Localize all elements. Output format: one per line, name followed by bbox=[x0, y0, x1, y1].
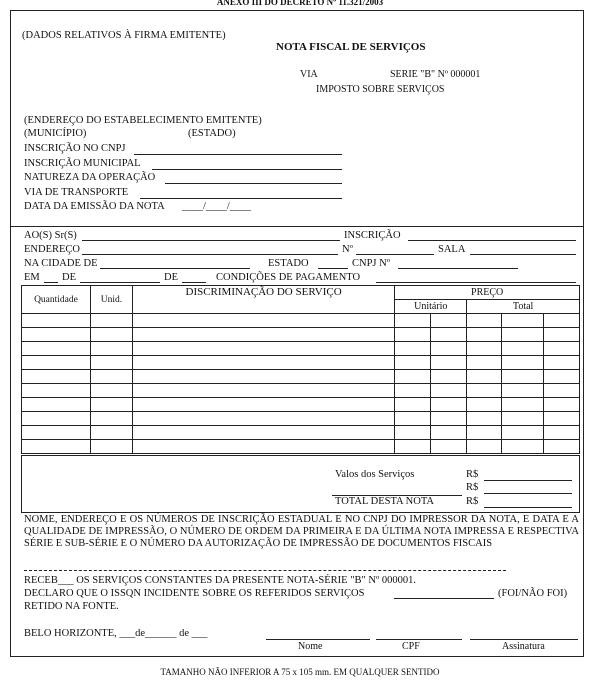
serie-label: SERIE "B" Nº 000001 bbox=[390, 69, 481, 80]
client-cnpj-field[interactable] bbox=[398, 268, 518, 269]
municipal-field[interactable] bbox=[152, 169, 342, 170]
client-city-field[interactable] bbox=[100, 268, 250, 269]
size-footer: TAMANHO NÃO INFERIOR A 75 x 105 mm. EM QUALQUER SENTIDO bbox=[160, 667, 440, 677]
decree-header: ANEXO III DO DECRETO Nº 11.321/2003 bbox=[216, 0, 384, 7]
foi-field[interactable] bbox=[394, 598, 494, 599]
col-total: Total bbox=[467, 300, 580, 314]
col-quantidade: Quantidade bbox=[22, 286, 91, 314]
city-date-line: BELO HORIZONTE, ___de______ de ___ bbox=[24, 628, 208, 639]
natureza-label: NATUREZA DA OPERAÇÃO bbox=[24, 172, 156, 183]
table-row[interactable] bbox=[22, 412, 580, 426]
client-address-label: ENDEREÇO bbox=[24, 244, 80, 255]
declaro-text: DECLARO QUE O ISSQN INCIDENTE SOBRE OS REFERIDOS SERVIÇOS bbox=[24, 588, 365, 599]
condicoes-label: CONDIÇÕES DE PAGAMENTO bbox=[216, 272, 361, 283]
issuer-city: (MUNICÍPIO) bbox=[24, 128, 87, 139]
col-discriminacao: DISCRIMINAÇÃO DO SERVIÇO bbox=[132, 286, 394, 314]
firm-data-label: (DADOS RELATIVOS À FIRMA EMITENTE) bbox=[22, 30, 226, 41]
client-inscricao-label: INSCRIÇÃO bbox=[344, 230, 401, 241]
transporte-label: VIA DE TRANSPORTE bbox=[24, 187, 129, 198]
client-number-field[interactable] bbox=[356, 254, 434, 255]
rs-label-1: R$ bbox=[466, 469, 479, 480]
table-row[interactable] bbox=[22, 370, 580, 384]
cnpj-label: INSCRIÇÃO NO CNPJ bbox=[24, 143, 126, 154]
client-room-field[interactable] bbox=[470, 254, 576, 255]
receipt-text: RECEB___ OS SERVIÇOS CONSTANTES DA PRESENTE NOTA-SÉRIE "B" Nº 000001. bbox=[24, 575, 417, 586]
cpf-signature-line[interactable] bbox=[376, 639, 462, 640]
issuer-address: (ENDEREÇO DO ESTABELECIMENTO EMITENTE) bbox=[24, 115, 262, 126]
rs-label-2: R$ bbox=[466, 482, 479, 493]
client-state-field[interactable] bbox=[318, 268, 348, 269]
assinatura-signature-line[interactable] bbox=[470, 639, 578, 640]
cnpj-field[interactable] bbox=[134, 154, 342, 155]
col-unid: Unid. bbox=[90, 286, 132, 314]
invoice-title: NOTA FISCAL DE SERVIÇOS bbox=[276, 41, 426, 53]
em-year-field[interactable] bbox=[182, 282, 206, 283]
client-state-label: ESTADO bbox=[268, 258, 309, 269]
dashed-divider bbox=[24, 570, 506, 571]
condicoes-field[interactable] bbox=[376, 282, 576, 283]
de1-label: DE bbox=[62, 272, 76, 283]
client-cnpj-label: CNPJ Nº bbox=[352, 258, 390, 269]
table-row[interactable] bbox=[22, 328, 580, 342]
via-label: VIA bbox=[300, 69, 318, 80]
client-number-label: Nº bbox=[342, 244, 353, 255]
section-divider bbox=[10, 226, 583, 227]
rs2-field[interactable] bbox=[484, 493, 572, 494]
cpf-label: CPF bbox=[402, 641, 420, 652]
totals-box bbox=[21, 455, 580, 513]
client-city-label: NA CIDADE DE bbox=[24, 258, 98, 269]
total-nota-field[interactable] bbox=[484, 507, 572, 508]
rs-label-3: R$ bbox=[466, 496, 479, 507]
em-label: EM bbox=[24, 272, 40, 283]
imposto-label: IMPOSTO SOBRE SERVIÇOS bbox=[316, 84, 445, 95]
retido-text: RETIDO NA FONTE. bbox=[24, 601, 119, 612]
table-row[interactable] bbox=[22, 398, 580, 412]
foi-label: (FOI/NÃO FOI) bbox=[498, 588, 568, 599]
table-header-row bbox=[22, 286, 580, 300]
em-day-field[interactable] bbox=[44, 282, 58, 283]
table-row[interactable] bbox=[22, 384, 580, 398]
table-row[interactable] bbox=[22, 342, 580, 356]
de2-label: DE bbox=[164, 272, 178, 283]
valor-servicos-field[interactable] bbox=[484, 480, 572, 481]
assinatura-label: Assinatura bbox=[502, 641, 545, 652]
municipal-label: INSCRIÇÃO MUNICIPAL bbox=[24, 158, 141, 169]
col-unitario: Unitário bbox=[395, 300, 467, 314]
table-row[interactable] bbox=[22, 314, 580, 328]
printer-info-paragraph: NOME, ENDEREÇO E OS NÚMEROS DE INSCRIÇÃO ESTADUAL E NO CNPJ DO IMPRESSOR DA NOTA, E DATA E A QUALIDADE DE IMPRESSÃO, O NÚMERO DE ORDEM DA PRIMEIRA E DA ÚLTIMA NOTA IMPRESSA E RESPECTIVA SÉRIE E SUB-SÉRIE E O NÚMERO DA AUTORIZAÇÃO DE IMPRESSÃO DE DOCUMENTOS FISCAIS bbox=[24, 514, 579, 549]
table-row[interactable] bbox=[22, 426, 580, 440]
transporte-field[interactable] bbox=[140, 198, 342, 199]
total-nota-label: TOTAL DESTA NOTA bbox=[335, 496, 434, 507]
col-preco: PREÇO bbox=[395, 286, 580, 300]
table-row[interactable] bbox=[22, 440, 580, 454]
data-emissao-field[interactable]: ____/____/____ bbox=[182, 201, 251, 212]
nome-signature-line[interactable] bbox=[266, 639, 370, 640]
em-month-field[interactable] bbox=[80, 282, 160, 283]
table-row[interactable] bbox=[22, 356, 580, 370]
client-name-field[interactable] bbox=[82, 240, 340, 241]
natureza-field[interactable] bbox=[165, 183, 342, 184]
client-address-field[interactable] bbox=[82, 254, 338, 255]
services-table bbox=[21, 285, 580, 454]
valor-servicos-label: Valos dos Serviços bbox=[335, 469, 415, 480]
nome-label: Nome bbox=[298, 641, 323, 652]
client-room-label: SALA bbox=[438, 244, 466, 255]
data-emissao-label: DATA DA EMISSÃO DA NOTA bbox=[24, 201, 165, 212]
client-name-label: AO(S) Sr(S) bbox=[24, 230, 77, 241]
client-inscricao-field[interactable] bbox=[408, 240, 576, 241]
issuer-state: (ESTADO) bbox=[188, 128, 236, 139]
